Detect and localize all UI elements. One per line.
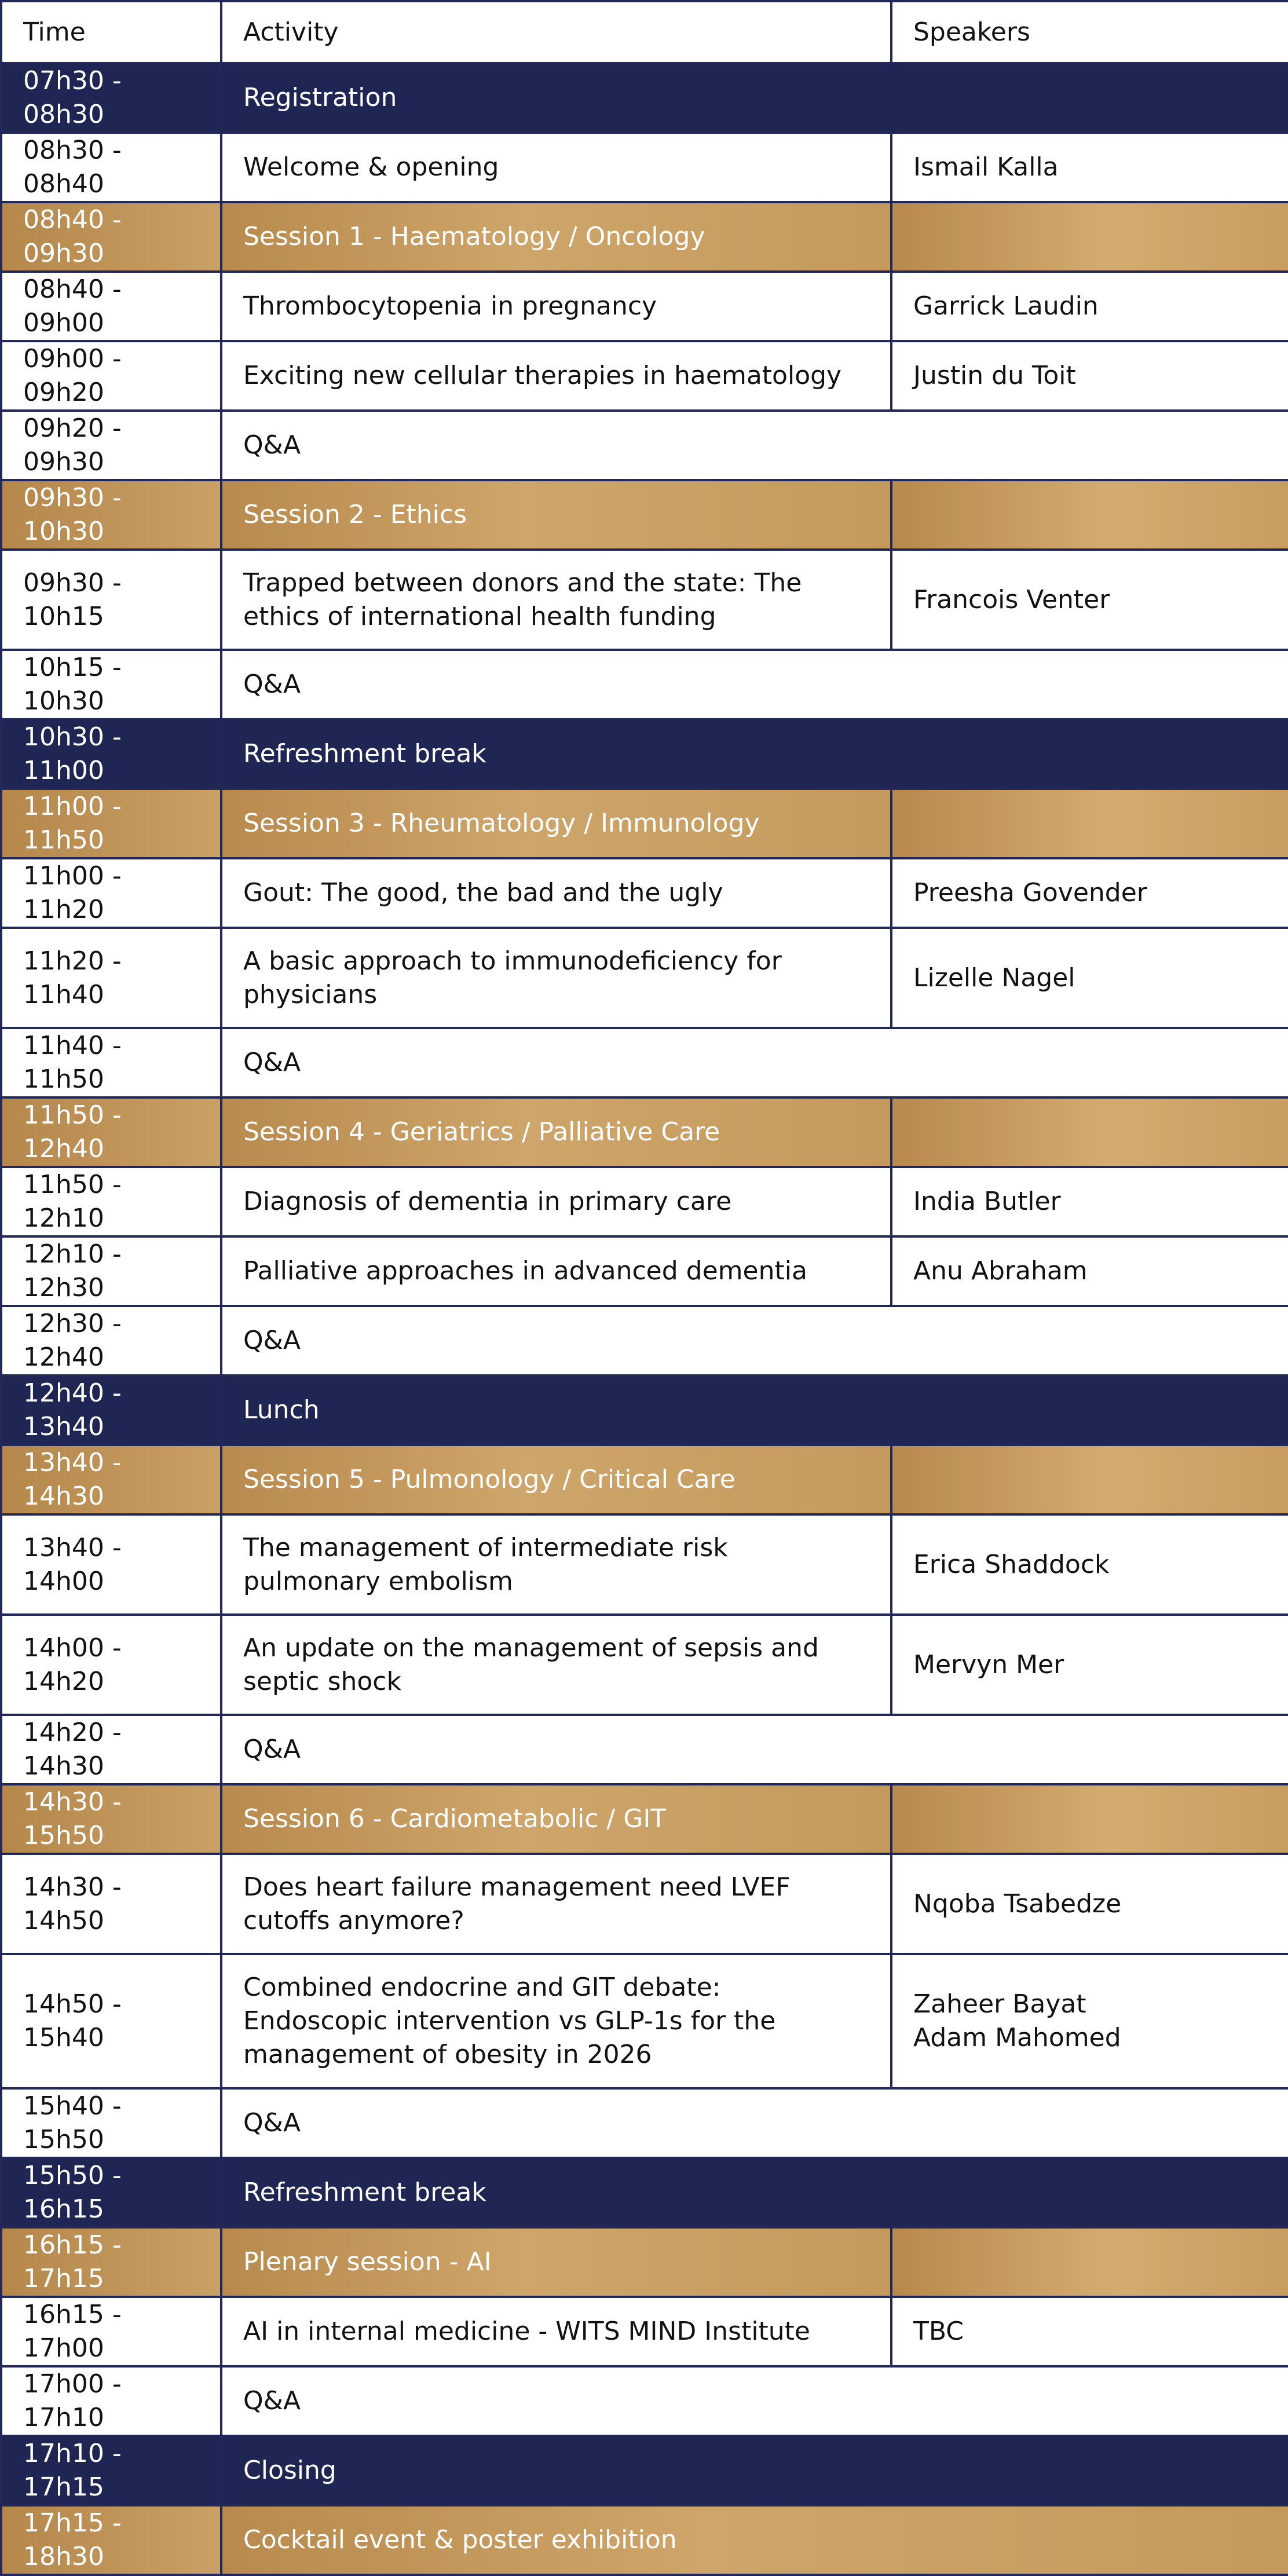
activity-cell: Plenary session - AI [221,2227,891,2297]
time-cell: 14h30 - 15h50 [1,1784,221,1854]
speaker-cell [891,550,1288,650]
activity-cell: Welcome & opening [221,133,891,202]
activity-cell: Combined endocrine and GIT debate: Endoscopic intervention vs GLP-1s for the management of obesity in 2026 [221,1954,891,2088]
activity-cell: Q&A [221,1715,1288,1784]
activity-cell: Gout: The good, the bad and the ugly [221,858,891,928]
speaker-name: Zaheer Bayat [913,1989,1086,2019]
activity-cell: AI in internal medicine - WITS MIND Institute [221,2297,891,2366]
activity-cell: Registration [221,63,1288,133]
time-cell: 07h30 - 08h30 [1,63,221,133]
activity-cell: Session 4 - Geriatrics / Palliative Care [221,1097,891,1167]
talk-row [1,1615,1288,1715]
speaker-name: Lizelle Nagel [913,963,1075,993]
session-row [1,1097,1288,1167]
qa-row [1,650,1288,719]
activity-cell: A basic approach to immunodeficiency for physicians [221,928,891,1028]
activity-cell: Trapped between donors and the state: The ethics of international health funding [221,550,891,650]
activity-cell: Session 6 - Cardiometabolic / GIT [221,1784,891,1854]
speaker-name: Justin du Toit [913,361,1076,390]
activity-cell: Q&A [221,1028,1288,1097]
talk-row [1,2297,1288,2366]
time-cell: 15h40 - 15h50 [1,2088,221,2158]
activity-cell: Refreshment break [221,2158,1288,2227]
time-cell: 08h30 - 08h40 [1,133,221,202]
speaker-cell [891,858,1288,928]
session-speaker-cell [891,202,1288,272]
time-cell: 11h20 - 11h40 [1,928,221,1028]
activity-cell: Closing [221,2436,1288,2505]
qa-row [1,2366,1288,2436]
session-row [1,1445,1288,1514]
session-row [1,1784,1288,1854]
time-cell: 10h15 - 10h30 [1,650,221,719]
qa-row [1,2088,1288,2158]
speaker-cell [891,341,1288,411]
activity-cell: Thrombocytopenia in pregnancy [221,272,891,341]
activity-cell: Does heart failure management need LVEF cutoffs anymore? [221,1854,891,1954]
activity-cell: Palliative approaches in advanced dementia [221,1236,891,1306]
speaker-cell [891,272,1288,341]
speaker-name: Ismail Kalla [913,152,1059,182]
break-row [1,719,1288,789]
speaker-name: Adam Mahomed [913,2023,1121,2052]
activity-cell: Session 5 - Pulmonology / Critical Care [221,1445,891,1514]
time-cell: 09h30 - 10h15 [1,550,221,650]
time-cell: 14h30 - 14h50 [1,1854,221,1954]
speaker-name: Garrick Laudin [913,291,1099,321]
time-cell: 16h15 - 17h15 [1,2227,221,2297]
time-cell: 12h30 - 12h40 [1,1306,221,1375]
speaker-name: Anu Abraham [913,1256,1088,1286]
time-cell: 11h00 - 11h20 [1,858,221,928]
qa-row [1,1028,1288,1097]
schedule-body [1,63,1288,2575]
activity-cell: Q&A [221,411,1288,480]
session-speaker-cell [891,1784,1288,1854]
time-cell: 08h40 - 09h30 [1,202,221,272]
time-cell: 11h50 - 12h10 [1,1167,221,1236]
talk-row [1,341,1288,411]
time-cell: 14h20 - 14h30 [1,1715,221,1784]
time-cell: 15h50 - 16h15 [1,2158,221,2227]
speaker-cell [891,1514,1288,1615]
speaker-name: Nqoba Tsabedze [913,1889,1122,1919]
activity-cell: Session 1 - Haematology / Oncology [221,202,891,272]
session-row [1,202,1288,272]
time-cell: 13h40 - 14h00 [1,1514,221,1615]
activity-cell: Q&A [221,650,1288,719]
qa-row [1,411,1288,480]
talk-row [1,550,1288,650]
break-row [1,2436,1288,2505]
time-cell: 14h00 - 14h20 [1,1615,221,1715]
speaker-cell [891,1615,1288,1715]
time-cell: 12h40 - 13h40 [1,1375,221,1445]
activity-cell: Refreshment break [221,719,1288,789]
time-cell: 09h00 - 09h20 [1,341,221,411]
session-row [1,789,1288,858]
session-speaker-cell [891,1445,1288,1514]
time-cell: 17h00 - 17h10 [1,2366,221,2436]
time-cell: 11h50 - 12h40 [1,1097,221,1167]
speaker-name: Francois Venter [913,584,1110,614]
header-activity: Activity [221,1,891,63]
session-row [1,480,1288,550]
time-cell: 12h10 - 12h30 [1,1236,221,1306]
session-row [1,2505,1288,2575]
time-cell: 11h40 - 11h50 [1,1028,221,1097]
activity-cell: Q&A [221,1306,1288,1375]
session-speaker-cell [891,789,1288,858]
activity-cell: Q&A [221,2088,1288,2158]
speaker-name: TBC [913,2317,964,2346]
talk-row [1,1167,1288,1236]
talk-row [1,133,1288,202]
break-row [1,1375,1288,1445]
time-cell: 13h40 - 14h30 [1,1445,221,1514]
activity-cell: Q&A [221,2366,1288,2436]
activity-cell: Session 2 - Ethics [221,480,891,550]
activity-cell: The management of intermediate risk pulmonary embolism [221,1514,891,1615]
session-row [1,2227,1288,2297]
qa-row [1,1715,1288,1784]
session-speaker-cell [891,1097,1288,1167]
speaker-cell [891,1854,1288,1954]
time-cell: 08h40 - 09h00 [1,272,221,341]
speaker-cell [891,928,1288,1028]
speaker-name: India Butler [913,1187,1061,1216]
header-speakers: Speakers [891,1,1288,63]
talk-row [1,858,1288,928]
speaker-name: Erica Shaddock [913,1549,1110,1579]
speaker-name: Preesha Govender [913,878,1147,908]
session-speaker-cell [891,2227,1288,2297]
session-speaker-cell [891,480,1288,550]
activity-cell: Exciting new cellular therapies in haematology [221,341,891,411]
activity-cell: Cocktail event & poster exhibition [221,2505,1288,2575]
talk-row [1,272,1288,341]
break-row [1,2158,1288,2227]
time-cell: 17h10 - 17h15 [1,2436,221,2505]
header-row [1,1,1288,63]
speaker-cell [891,1236,1288,1306]
activity-cell: Lunch [221,1375,1288,1445]
speaker-cell [891,1167,1288,1236]
speaker-cell [891,1954,1288,2088]
speaker-cell [891,2297,1288,2366]
speaker-cell [891,133,1288,202]
time-cell: 11h00 - 11h50 [1,789,221,858]
time-cell: 10h30 - 11h00 [1,719,221,789]
header-time: Time [1,1,221,63]
speaker-name: Mervyn Mer [913,1649,1064,1679]
time-cell: 17h15 - 18h30 [1,2505,221,2575]
talk-row [1,1236,1288,1306]
talk-row [1,1954,1288,2088]
time-cell: 09h30 - 10h30 [1,480,221,550]
talk-row [1,1854,1288,1954]
time-cell: 16h15 - 17h00 [1,2297,221,2366]
qa-row [1,1306,1288,1375]
activity-cell: Diagnosis of dementia in primary care [221,1167,891,1236]
talk-row [1,1514,1288,1615]
talk-row [1,928,1288,1028]
break-row [1,63,1288,133]
time-cell: 14h50 - 15h40 [1,1954,221,2088]
activity-cell: Session 3 - Rheumatology / Immunology [221,789,891,858]
time-cell: 09h20 - 09h30 [1,411,221,480]
activity-cell: An update on the management of sepsis and septic shock [221,1615,891,1715]
